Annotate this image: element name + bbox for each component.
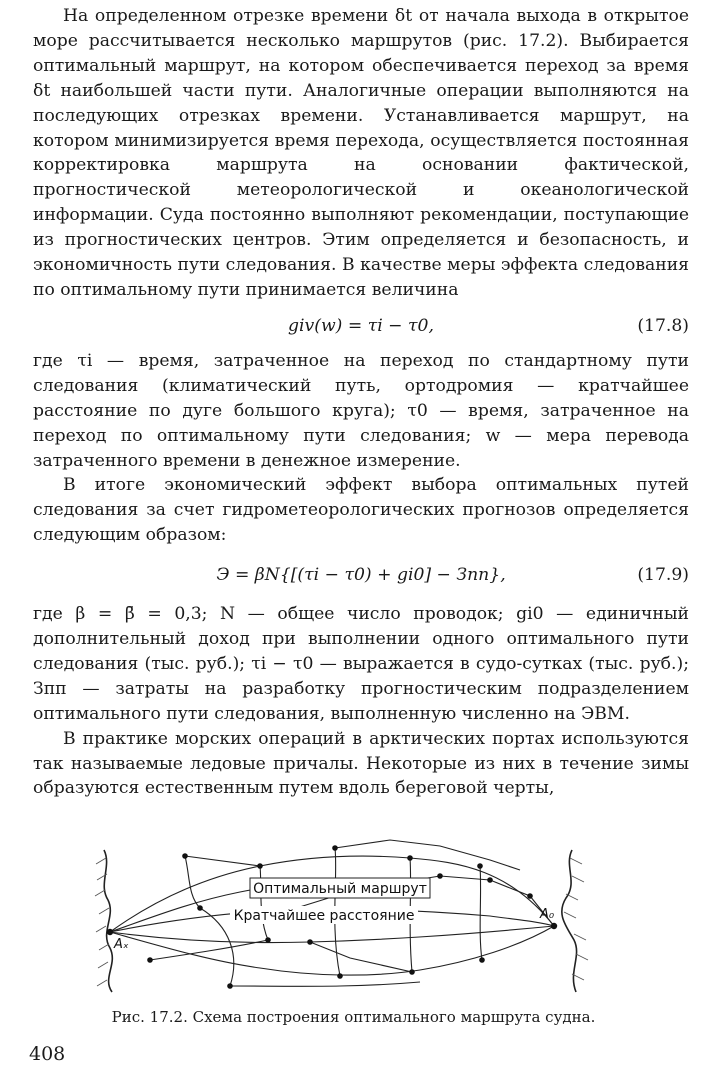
formula-17-8-expression: giv(w) = τi − τ0, bbox=[288, 315, 434, 336]
point-ax bbox=[107, 929, 113, 935]
paragraph-2: где τi — время, затраченное на переход по стандартному пути следования (климатический путь, ортодромия — кратчайшее расстояние по дуге большого круга); τ0 — время, затраченное на переход по оптимальному пути следования; w — мера перевода затраченного времени в денежное измерение. bbox=[33, 350, 689, 471]
paragraph-4: где β = β̄ = 0,3; N — общее число проводок; gi0 — единичный дополнительный доход при выполнении одного оптимального пути следования (тыс. руб.); τi − τ0 — выражается в судо-сутках (тыс. руб.); Зпп — затраты на разработку прогностическим подразделением оптимального пути следования, выполненную численно на ЭВМ. bbox=[33, 604, 689, 724]
label-optimal-route: Оптимальный маршрут bbox=[253, 881, 427, 897]
route-diagram bbox=[90, 836, 600, 994]
paragraph-3: В итоге экономический эффект выбора оптимальных путей следования за счет гидрометеорологических прогнозов определяется следующим образом: bbox=[33, 475, 689, 546]
formula-17-8 bbox=[33, 303, 689, 349]
label-shortest-distance: Кратчайшее расстояние bbox=[233, 908, 415, 924]
page-body bbox=[33, 4, 689, 801]
formula-17-8-number: (17.8) bbox=[637, 315, 689, 336]
formula-17-9-expression: Э = βN{[(τi − τ0) + gi0] − Зпп}, bbox=[216, 565, 506, 586]
page-number: 408 bbox=[29, 1043, 66, 1065]
paragraph-1: На определенном отрезке времени δt от начала выхода в открытое море рассчитывается несколько маршрутов (рис. 17.2). Выбирается оптимальный маршрут, на котором обеспечивается переход за время δt наибольшей части пути. Аналогичные операции выполняются на последующих отрезках времени. Устанавливается маршрут, на котором минимизируется время перехода, осуществляется постоянная корректировка маршрута на основании фактической, прогностической метеорологической и океанологической информации. Суда постоянно выполняют рекомендации, поступающие из прогностических центров. Этим определяется и безопасность, и экономичность пути следования. В качестве меры эффекта следования по оптимальному пути принимается величина bbox=[33, 6, 689, 300]
paragraph-5: В практике морских операций в арктических портах используются так называемые ледовые причалы. Некоторые из них в течение зимы образуются естественным путем вдоль береговой черты, bbox=[33, 728, 689, 799]
left-coastline bbox=[104, 850, 112, 992]
label-a0: A₀ bbox=[540, 907, 555, 922]
figure-caption: Рис. 17.2. Схема построения оптимального маршрута судна. bbox=[111, 1008, 596, 1026]
label-ax: Aₓ bbox=[114, 937, 129, 952]
right-coastline bbox=[562, 850, 577, 992]
formula-17-9 bbox=[33, 548, 689, 602]
formula-17-9-number: (17.9) bbox=[637, 565, 689, 586]
point-a0 bbox=[551, 923, 557, 929]
